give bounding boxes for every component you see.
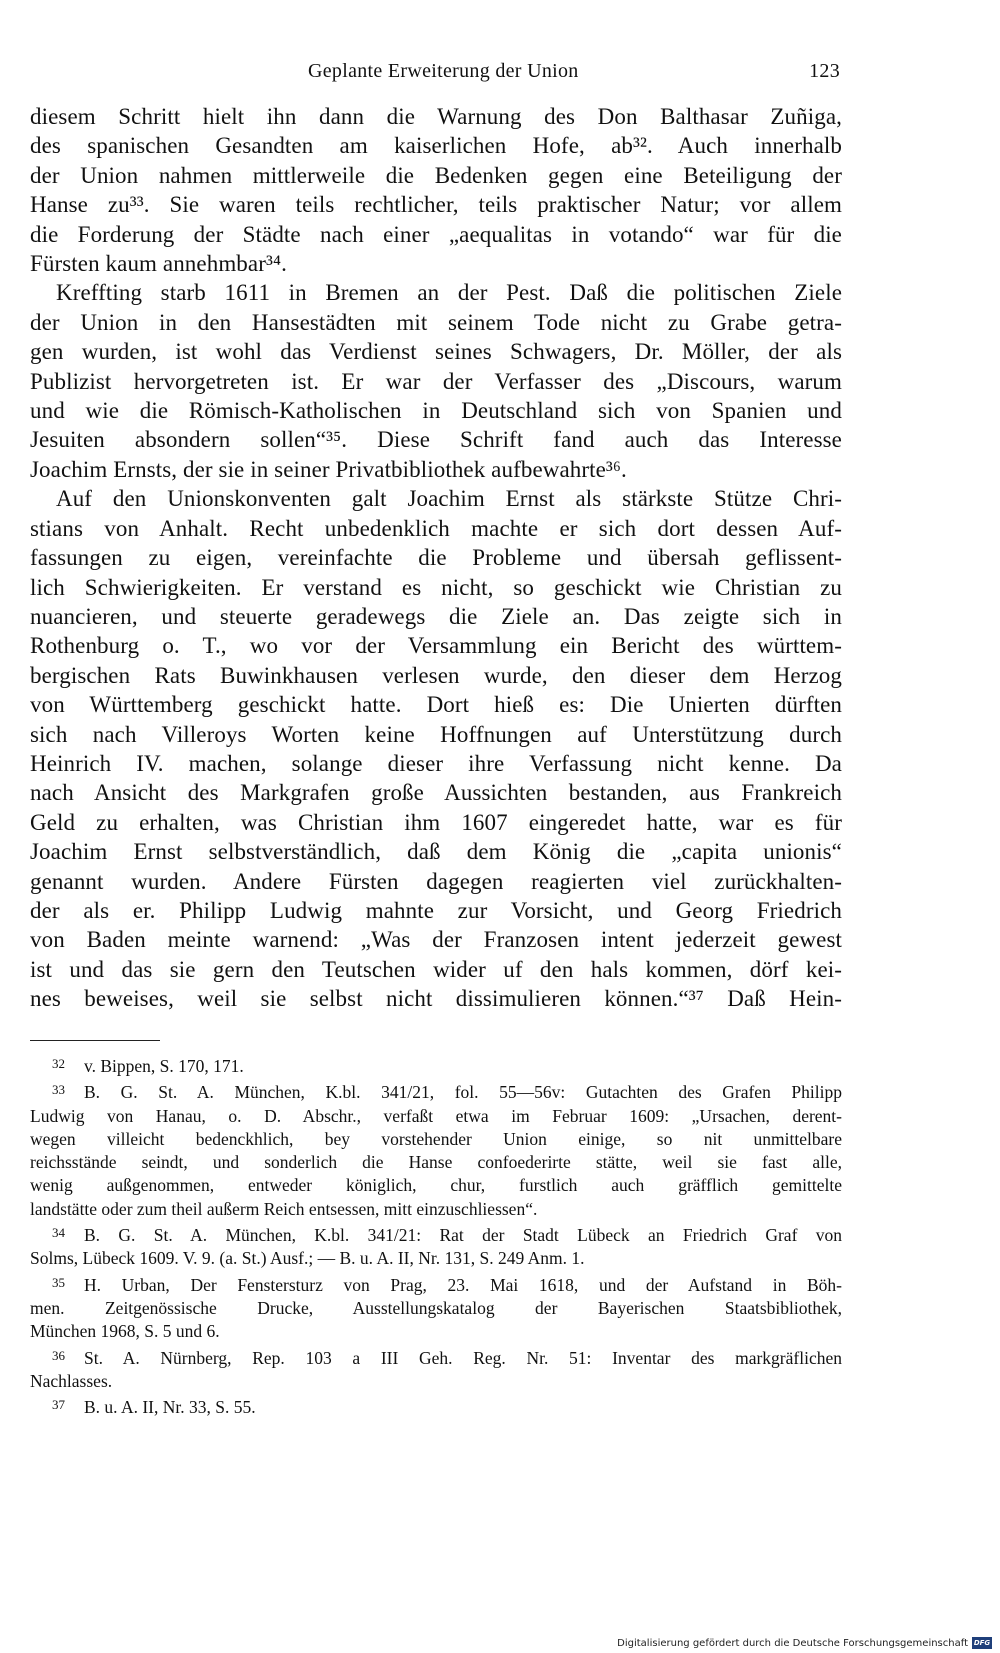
text-line: Fürsten kaum annehmbar³⁴. [30, 251, 287, 277]
footnote-text: reichsstände seindt, und sonderlich die Hanse confoederirte stätte, weil sie fast alle, [30, 1152, 842, 1173]
text-line: Geld zu erhalten, was Christian ihm 1607 eingeredet hatte, war es für [30, 809, 842, 835]
footnote-number: 37 [52, 1397, 65, 1413]
text-line: Heinrich IV. machen, solange dieser ihre Verfassung nicht kenne. Da [30, 750, 842, 776]
footnote [30, 1271, 842, 1344]
footnote-text: v. Bippen, S. 170, 171. [84, 1056, 244, 1076]
text-line: diesem Schritt hielt ihn dann die Warnung des Don Balthasar Zuñiga, [30, 104, 842, 129]
footnote-number: 34 [52, 1225, 65, 1241]
paragraph [30, 278, 842, 484]
dfg-logo: DFG [973, 1639, 991, 1647]
text-line: ist und das sie gern den Teutschen wider uf den hals kommen, dörf kei- [30, 956, 842, 982]
footnote [30, 1221, 842, 1271]
footnote [30, 1393, 842, 1419]
footnote-rule [30, 1040, 160, 1041]
text-line: nach Ansicht des Markgrafen große Aussichten bestanden, aus Frankreich [30, 780, 842, 806]
footnote-text: B. G. St. A. München, K.bl. 341/21, fol. 55—56v: Gutachten des Grafen Philipp [84, 1082, 842, 1103]
footnotes [30, 1052, 842, 1419]
footnote-number: 35 [52, 1274, 65, 1290]
paragraph [30, 102, 842, 278]
footnote-text: Solms, Lübeck 1609. V. 9. (a. St.) Ausf.; — B. u. A. II, Nr. 131, S. 249 Anm. 1. [30, 1248, 585, 1269]
text-line: der als er. Philipp Ludwig mahnte zur Vorsicht, und Georg Friedrich [30, 897, 842, 923]
text-line: gen wurden, ist wohl das Verdienst seines Schwagers, Dr. Möller, der als [30, 339, 842, 365]
text-line: Rothenburg o. T., wo vor der Versammlung ein Bericht des württem- [30, 633, 842, 659]
footnote [30, 1078, 842, 1221]
footnote-text: Nachlasses. [30, 1370, 113, 1391]
paragraph [30, 484, 842, 1013]
text-line: von Baden meinte warnend: „Was der Franzosen intent jederzeit gewest [30, 927, 842, 953]
footnote-text: B. u. A. II, Nr. 33, S. 55. [84, 1397, 256, 1418]
text-line: von Württemberg geschickt hatte. Dort hieß es: Die Unierten dürften [30, 692, 842, 718]
text-line: bergischen Rats Buwinkhausen verlesen wurde, den dieser dem Herzog [30, 662, 842, 688]
text-line: der Union in den Hansestädten mit seinem Tode nicht zu Grabe getra- [30, 309, 842, 335]
footnote-text: Ludwig von Hanau, o. D. Abschr., verfaßt etwa im Februar 1609: „Ursachen, derent- [30, 1105, 842, 1126]
footnote-text: landstätte oder zum theil außerm Reich entsessen, mitt einzuschliessen“. [30, 1198, 538, 1219]
text-line: und wie die Römisch-Katholischen in Deutschland sich von Spanien und [30, 398, 842, 424]
footnote-text: H. Urban, Der Fenstersturz von Prag, 23. Mai 1618, und der Aufstand in Böh- [84, 1274, 842, 1295]
text-line: nuancieren, und steuerte geradewegs die Ziele an. Das zeigte sich in [30, 603, 842, 629]
footnote-text: St. A. Nürnberg, Rep. 103 a III Geh. Reg. Nr. 51: Inventar des markgräflichen [84, 1347, 842, 1368]
digitization-footer [617, 1637, 992, 1649]
text-line: sich nach Villeroys Worten keine Hoffnungen auf Unterstützung durch [30, 721, 842, 747]
footer-text: Digitalisierung gefördert durch die Deutsche Forschungsgemeinschaft [617, 1637, 968, 1649]
running-title: Geplante Erweiterung der Union [308, 60, 579, 82]
footnote-text: wenig außgenommen, entweder königlich, chur, furstlich auch gräfflich gemittelte [30, 1175, 842, 1196]
footnote-text: men. Zeitgenössische Drucke, Ausstellungskatalog der Bayerischen Staatsbibliothek, [30, 1297, 842, 1318]
footnote-text: München 1968, S. 5 und 6. [30, 1321, 220, 1342]
text-line: die Forderung der Städte nach einer „aequalitas in votando“ war für die [30, 221, 842, 247]
text-line: Auf den Unionskonventen galt Joachim Ernst als stärkste Stütze Chri- [56, 486, 842, 512]
text-line: Kreffting starb 1611 in Bremen an der Pest. Daß die politischen Ziele [56, 280, 842, 306]
text-line: Jesuiten absondern sollen“³⁵. Diese Schrift fand auch das Interesse [30, 427, 842, 453]
footnote-number: 36 [52, 1347, 65, 1363]
footnote [30, 1052, 842, 1078]
text-line: fassungen zu eigen, vereinfachte die Probleme und übersah geflissent- [30, 545, 842, 571]
text-line: Hanse zu³³. Sie waren teils rechtlicher, teils praktischer Natur; vor allem [30, 192, 842, 218]
text-line: der Union nahmen mittlerweile die Bedenken gegen eine Beteiligung der [30, 162, 842, 188]
page-number: 123 [809, 60, 840, 82]
text-line: lich Schwierigkeiten. Er verstand es nicht, so geschickt wie Christian zu [30, 574, 842, 600]
footnote-number: 32 [52, 1056, 65, 1071]
footnote-text: B. G. St. A. München, K.bl. 341/21: Rat der Stadt Lübeck an Friedrich Graf von [84, 1225, 842, 1246]
text-line: Joachim Ernsts, der sie in seiner Privatbibliothek aufbewahrte³⁶. [30, 456, 627, 482]
footnote-number: 33 [52, 1082, 65, 1098]
text-line: Joachim Ernst selbstverständlich, daß dem König die „capita unionis“ [30, 839, 842, 865]
text-line: nes beweises, weil sie selbst nicht dissimulieren können.“³⁷ Daß Hein- [30, 986, 842, 1012]
text-line: Publizist hervorgetreten ist. Er war der Verfasser des „Discours, warum [30, 368, 842, 394]
footnote [30, 1344, 842, 1394]
footnote-text: wegen villeicht bedenckhlich, bey vorstehender Union einige, so nit unmittelbare [30, 1128, 842, 1149]
main-text [30, 102, 842, 1014]
text-line: des spanischen Gesandten am kaiserlichen Hofe, ab³². Auch innerhalb [30, 133, 842, 159]
text-line: genannt wurden. Andere Fürsten dagegen reagierten viel zurückhalten- [30, 868, 842, 894]
text-line: stians von Anhalt. Recht unbedenklich machte er sich dort dessen Auf- [30, 515, 842, 541]
